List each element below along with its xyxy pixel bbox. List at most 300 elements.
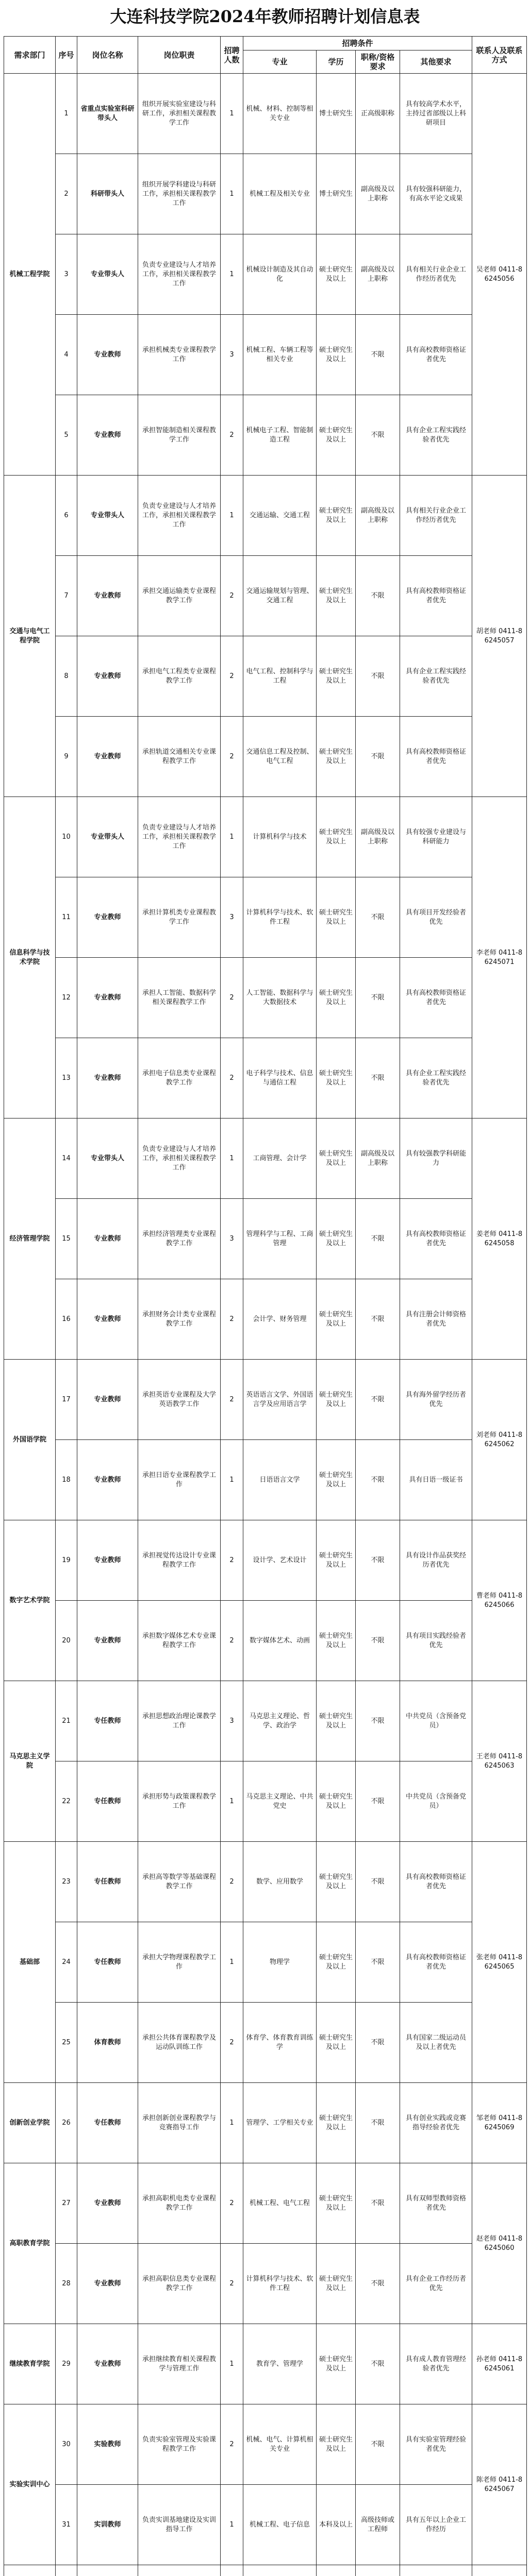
row-no: 2	[56, 154, 77, 234]
major-req: 计算机科学与技术、软件工程	[243, 2244, 317, 2324]
table-body	[4, 74, 527, 2576]
unit-cell: 外国语学院	[4, 1360, 56, 1520]
row-no: 12	[56, 958, 77, 1038]
contact-cell: 胡老师 0411-86245057	[472, 476, 527, 797]
row-no: 17	[56, 1360, 77, 1440]
post-name: 专业教师	[77, 1038, 138, 1118]
row-no: 19	[56, 1520, 77, 1601]
row-no: 16	[56, 1279, 77, 1360]
title-req: 不限	[356, 395, 400, 476]
row-no: 29	[56, 2324, 77, 2404]
post-count: 2	[221, 1279, 243, 1360]
degree-req: 硕士研究生及以上	[317, 2083, 356, 2163]
other-req: 具有双师型教师资格者优先	[400, 2163, 472, 2244]
post-count: 2	[221, 2163, 243, 2244]
table-row	[4, 1601, 527, 1681]
degree-req: 硕士研究生及以上	[317, 1440, 356, 1520]
post-duty: 负责专业建设与人才培养工作，承担相关课程教学工作	[138, 234, 221, 315]
post-name	[77, 2565, 138, 2576]
post-name: 实验教师	[77, 2404, 138, 2485]
title-req: 不限	[356, 1440, 400, 1520]
post-count: 2	[221, 1038, 243, 1118]
table-row	[4, 2485, 527, 2565]
degree-req: 博士研究生	[317, 154, 356, 234]
major-req: 教育学、管理学	[243, 2324, 317, 2404]
title-req: 不限	[356, 1601, 400, 1681]
major-req: 机械工程、电子信息	[243, 2485, 317, 2565]
post-name: 科研带头人	[77, 154, 138, 234]
contact-cell: 赵老师 0411-86245060	[472, 2163, 527, 2324]
post-name: 专业教师	[77, 1199, 138, 1279]
post-name: 专业教师	[77, 2163, 138, 2244]
other-req: 具有高校教师资格证者优先	[400, 1199, 472, 1279]
title-req: 不限	[356, 2003, 400, 2083]
post-count: 2	[221, 2404, 243, 2485]
post-count: 1	[221, 1922, 243, 2003]
row-no: 26	[56, 2083, 77, 2163]
table-row	[4, 2565, 527, 2576]
post-count: 1	[221, 797, 243, 877]
post-name: 体育教师	[77, 2003, 138, 2083]
post-duty: 承担形势与政策课程教学工作	[138, 1761, 221, 1842]
post-name: 专业教师	[77, 315, 138, 395]
major-req: 日语语言文学	[243, 1440, 317, 1520]
degree-req: 硕士研究生及以上	[317, 1118, 356, 1199]
contact-cell: 孙老师 0411-86245061	[472, 2324, 527, 2404]
table-row	[4, 395, 527, 476]
post-name: 专业教师	[77, 1440, 138, 1520]
post-duty: 负责专业建设与人才培养工作，承担相关课程教学工作	[138, 1118, 221, 1199]
unit-cell: 马克思主义学院	[4, 1681, 56, 1842]
major-req: 管理学、工学相关专业	[243, 2083, 317, 2163]
other-req: 具有企业工程实践经验者优先	[400, 395, 472, 476]
other-req: 具有高校教师资格证者优先	[400, 1922, 472, 2003]
row-no: 24	[56, 1922, 77, 2003]
table-row	[4, 636, 527, 717]
title-req: 高级技师或工程师	[356, 2485, 400, 2565]
post-name: 专任教师	[77, 1842, 138, 1922]
title-req: 不限	[356, 556, 400, 636]
post-name: 专业教师	[77, 717, 138, 797]
title-req: 不限	[356, 1520, 400, 1601]
post-name: 专业带头人	[77, 234, 138, 315]
post-name: 实训教师	[77, 2485, 138, 2565]
title-req: 不限	[356, 1279, 400, 1360]
post-duty: 承担思想政治理论课教学工作	[138, 1681, 221, 1761]
table-row	[4, 1922, 527, 2003]
contact-cell: 姜老师 0411-86245058	[472, 1118, 527, 1360]
other-req: 具有相关行业企业工作经历者优先	[400, 476, 472, 556]
post-duty: 承担电气工程类专业课程教学工作	[138, 636, 221, 717]
post-duty: 承担轨道交通相关专业课程教学工作	[138, 717, 221, 797]
post-duty: 承担创新创业课程教学与竞赛指导工作	[138, 2083, 221, 2163]
table-row	[4, 556, 527, 636]
major-req: 机械工程及相关专业	[243, 154, 317, 234]
post-duty: 承担电子信息类专业课程教学工作	[138, 1038, 221, 1118]
title-req: 不限	[356, 2244, 400, 2324]
post-duty: 承担大学物理课程教学工作	[138, 1922, 221, 2003]
contact-cell: 陈老师 0411-86245067	[472, 2404, 527, 2565]
post-name: 专业教师	[77, 1520, 138, 1601]
degree-req: 硕士研究生及以上	[317, 556, 356, 636]
post-count: 1	[221, 2485, 243, 2565]
row-no: 18	[56, 1440, 77, 1520]
post-count: 2	[221, 717, 243, 797]
row-no: 14	[56, 1118, 77, 1199]
other-req: 具有高校教师资格证者优先	[400, 958, 472, 1038]
degree-req: 硕士研究生及以上	[317, 1520, 356, 1601]
post-name: 专业教师	[77, 1360, 138, 1440]
title-req: 不限	[356, 958, 400, 1038]
major-req: 机械、材料、控制等相关专业	[243, 74, 317, 154]
table-header-row	[4, 37, 527, 50]
other-req: 具有五年以上企业工作经历	[400, 2485, 472, 2565]
contact-cell: 吴老师 0411-86245056	[472, 74, 527, 476]
major-req: 机械工程、电气工程	[243, 2163, 317, 2244]
major-req: 会计学、财务管理	[243, 1279, 317, 1360]
major-req: 计算机科学与技术、软件工程	[243, 877, 317, 958]
table-row	[4, 1842, 527, 1922]
other-req: 具有创业实践或竞赛指导经验者优先	[400, 2083, 472, 2163]
post-duty: 承担英语专业课程及大学英语教学工作	[138, 1360, 221, 1440]
post-duty: 承担视觉传达设计专业课程教学工作	[138, 1520, 221, 1601]
header-no: 序号	[56, 37, 77, 74]
table-row	[4, 2003, 527, 2083]
post-count: 1	[221, 1118, 243, 1199]
unit-cell: 实验实训中心	[4, 2404, 56, 2565]
row-no: 20	[56, 1601, 77, 1681]
post-count: 3	[221, 877, 243, 958]
major-req: 物理学	[243, 1922, 317, 2003]
row-no: 6	[56, 476, 77, 556]
unit-cell: 高职教育学院	[4, 2163, 56, 2324]
table-row	[4, 1360, 527, 1440]
table-row	[4, 154, 527, 234]
unit-cell: 机械工程学院	[4, 74, 56, 476]
row-no: 21	[56, 1681, 77, 1761]
post-duty: 负责实训基地建设及实训指导工作	[138, 2485, 221, 2565]
other-req: 中共党员（含预备党员）	[400, 1761, 472, 1842]
major-req: 英语语言文学、外国语言学及应用语言学	[243, 1360, 317, 1440]
post-name: 专业教师	[77, 395, 138, 476]
degree-req: 硕士研究生及以上	[317, 2003, 356, 2083]
major-req: 交通运输规划与管理、交通工程	[243, 556, 317, 636]
post-name: 专业带头人	[77, 1118, 138, 1199]
row-no: 22	[56, 1761, 77, 1842]
degree-req: 硕士研究生及以上	[317, 2244, 356, 2324]
table-row	[4, 717, 527, 797]
major-req: 交通信息工程及控制、电气工程	[243, 717, 317, 797]
post-duty: 承担继续教育相关课程教学与管理工作	[138, 2324, 221, 2404]
post-duty: 承担日语专业课程教学工作	[138, 1440, 221, 1520]
row-no: 23	[56, 1842, 77, 1922]
post-name: 专业教师	[77, 1279, 138, 1360]
degree-req: 硕士研究生及以上	[317, 1601, 356, 1681]
post-name: 专业带头人	[77, 476, 138, 556]
post-duty: 负责专业建设与人才培养工作，承担相关课程教学工作	[138, 476, 221, 556]
post-count: 2	[221, 1601, 243, 1681]
unit-cell	[4, 2565, 56, 2576]
post-count: 1	[221, 234, 243, 315]
post-count: 2	[221, 395, 243, 476]
other-req: 具有高校教师资格证者优先	[400, 1842, 472, 1922]
post-name: 专任教师	[77, 1681, 138, 1761]
table-row	[4, 1440, 527, 1520]
degree-req: 硕士研究生及以上	[317, 1681, 356, 1761]
header-duty: 岗位职责	[138, 37, 221, 74]
major-req: 工商管理、会计学	[243, 1118, 317, 1199]
other-req: 具有企业工程实践经验者优先	[400, 1038, 472, 1118]
other-req: 具有项目开发经验者优先	[400, 877, 472, 958]
post-name: 专业教师	[77, 1601, 138, 1681]
other-req	[400, 2565, 472, 2576]
post-duty: 承担经济管理类专业课程教学工作	[138, 1199, 221, 1279]
other-req: 具有相关行业企业工作经历者优先	[400, 234, 472, 315]
degree-req: 硕士研究生及以上	[317, 958, 356, 1038]
post-duty: 组织开展实验室建设与科研工作，承担相关课程教学工作	[138, 74, 221, 154]
degree-req: 硕士研究生及以上	[317, 315, 356, 395]
post-name: 专业教师	[77, 556, 138, 636]
post-duty: 承担公共体育课程教学及运动队训练工作	[138, 2003, 221, 2083]
post-duty: 承担智能制造相关课程教学工作	[138, 395, 221, 476]
post-duty: 组织开展学科建设与科研工作，承担相关课程教学工作	[138, 154, 221, 234]
table-row	[4, 2083, 527, 2163]
post-duty: 承担交通运输类专业课程教学工作	[138, 556, 221, 636]
post-count: 2	[221, 2244, 243, 2324]
table-row	[4, 476, 527, 556]
title-req: 不限	[356, 1360, 400, 1440]
table-row	[4, 1761, 527, 1842]
post-duty: 承担财务会计类专业课程教学工作	[138, 1279, 221, 1360]
other-req: 具有国家二级运动员及以上者优先	[400, 2003, 472, 2083]
other-req: 中共党员（含预备党员）	[400, 1681, 472, 1761]
other-req: 具有实验室管理经验者优先	[400, 2404, 472, 2485]
row-no: 7	[56, 556, 77, 636]
table-row	[4, 2163, 527, 2244]
header-contact: 联系人及联系方式	[472, 37, 527, 74]
contact-cell: 刘老师 0411-86245062	[472, 1360, 527, 1520]
degree-req: 硕士研究生及以上	[317, 877, 356, 958]
header-unit: 需求部门	[4, 37, 56, 74]
degree-req: 硕士研究生及以上	[317, 1038, 356, 1118]
contact-cell: 曹老师 0411-86245066	[472, 1520, 527, 1681]
degree-req: 硕士研究生及以上	[317, 476, 356, 556]
post-count: 1	[221, 74, 243, 154]
unit-cell: 信息科学与技术学院	[4, 797, 56, 1118]
degree-req	[317, 2565, 356, 2576]
post-duty: 承担高职信息类专业课程教学工作	[138, 2244, 221, 2324]
degree-req: 硕士研究生及以上	[317, 2404, 356, 2485]
title-req: 副高级及以上职称	[356, 234, 400, 315]
unit-cell: 交通与电气工程学院	[4, 476, 56, 797]
other-req: 具有海外留学经历者优先	[400, 1360, 472, 1440]
table-row	[4, 797, 527, 877]
other-req: 具有日语一级证书	[400, 1440, 472, 1520]
post-count: 2	[221, 2003, 243, 2083]
other-req: 具有高校教师资格证者优先	[400, 556, 472, 636]
table-row	[4, 877, 527, 958]
post-duty: 承担机械类专业课程教学工作	[138, 315, 221, 395]
post-name: 专任教师	[77, 1922, 138, 2003]
row-no: 8	[56, 636, 77, 717]
header-post: 岗位名称	[77, 37, 138, 74]
post-count	[221, 2565, 243, 2576]
table-row	[4, 74, 527, 154]
post-count: 1	[221, 1761, 243, 1842]
post-count: 1	[221, 154, 243, 234]
post-count: 3	[221, 315, 243, 395]
post-count: 3	[221, 1681, 243, 1761]
title-req: 正高级职称	[356, 74, 400, 154]
title-req: 不限	[356, 1199, 400, 1279]
post-duty: 负责专业建设与人才培养工作，承担相关课程教学工作	[138, 797, 221, 877]
major-req: 机械工程、车辆工程等相关专业	[243, 315, 317, 395]
title-req: 不限	[356, 1761, 400, 1842]
post-count: 2	[221, 636, 243, 717]
title-req: 不限	[356, 1842, 400, 1922]
post-duty: 承担计算机类专业课程教学工作	[138, 877, 221, 958]
other-req: 具有较强专业建设与科研能力	[400, 797, 472, 877]
other-req: 具有注册会计师资格者优先	[400, 1279, 472, 1360]
major-req: 体育学、体育教育训练学	[243, 2003, 317, 2083]
unit-cell: 数字艺术学院	[4, 1520, 56, 1681]
post-duty: 承担高等数学等基础课程教学工作	[138, 1842, 221, 1922]
unit-cell: 经济管理学院	[4, 1118, 56, 1360]
other-req: 具有高校教师资格证者优先	[400, 717, 472, 797]
table-row	[4, 958, 527, 1038]
post-count: 2	[221, 1520, 243, 1601]
degree-req: 硕士研究生及以上	[317, 2163, 356, 2244]
row-no: 11	[56, 877, 77, 958]
page-title: 大连科技学院2024年教师招聘计划信息表	[110, 7, 420, 26]
post-count: 1	[221, 2324, 243, 2404]
header-other: 其他要求	[400, 50, 472, 74]
post-duty: 承担高职机电类专业课程教学工作	[138, 2163, 221, 2244]
title-req: 不限	[356, 2163, 400, 2244]
table-row	[4, 2324, 527, 2404]
other-req: 具有成人教育管理经验者优先	[400, 2324, 472, 2404]
row-no	[56, 2565, 77, 2576]
table-row	[4, 1199, 527, 1279]
row-no: 30	[56, 2404, 77, 2485]
post-count: 2	[221, 958, 243, 1038]
post-name: 专业教师	[77, 2324, 138, 2404]
post-name: 专业教师	[77, 877, 138, 958]
degree-req: 硕士研究生及以上	[317, 1922, 356, 2003]
other-req: 具有设计作品获奖经历者优先	[400, 1520, 472, 1601]
other-req: 具有企业工作经历者优先	[400, 2244, 472, 2324]
table-row	[4, 1520, 527, 1601]
contact-cell: 张老师 0411-86245065	[472, 1842, 527, 2083]
post-duty: 承担数字媒体艺术专业课程教学工作	[138, 1601, 221, 1681]
title-req: 不限	[356, 877, 400, 958]
other-req: 具有较强科研能力，有高水平论文成果	[400, 154, 472, 234]
row-no: 5	[56, 395, 77, 476]
row-no: 25	[56, 2003, 77, 2083]
title-req: 副高级及以上职称	[356, 797, 400, 877]
unit-cell: 创新创业学院	[4, 2083, 56, 2163]
major-req: 马克思主义理论、中共党史	[243, 1761, 317, 1842]
table-row	[4, 1279, 527, 1360]
post-count: 2	[221, 556, 243, 636]
header-requirements: 招聘条件	[243, 37, 472, 50]
table-row	[4, 2244, 527, 2324]
row-no: 9	[56, 717, 77, 797]
unit-cell: 基础部	[4, 1842, 56, 2083]
header-major: 专业	[243, 50, 317, 74]
header-degree: 学历	[317, 50, 356, 74]
row-no: 31	[56, 2485, 77, 2565]
row-no: 13	[56, 1038, 77, 1118]
other-req: 具有较强教学科研能力	[400, 1118, 472, 1199]
row-no: 28	[56, 2244, 77, 2324]
post-count: 1	[221, 1440, 243, 1520]
major-req: 电子科学与技术、信息与通信工程	[243, 1038, 317, 1118]
table-row	[4, 315, 527, 395]
major-req: 电气工程、控制科学与工程	[243, 636, 317, 717]
title-req: 不限	[356, 1922, 400, 2003]
title-req: 副高级及以上职称	[356, 154, 400, 234]
row-no: 10	[56, 797, 77, 877]
major-req: 马克思主义理论、哲学、政治学	[243, 1681, 317, 1761]
major-req: 管理科学与工程、工商管理	[243, 1199, 317, 1279]
major-req: 数学、应用数学	[243, 1842, 317, 1922]
recruitment-table	[4, 36, 527, 2576]
row-no: 15	[56, 1199, 77, 1279]
title-req: 不限	[356, 636, 400, 717]
title-req: 不限	[356, 717, 400, 797]
degree-req: 硕士研究生及以上	[317, 1279, 356, 1360]
major-req: 机械电子工程、智能制造工程	[243, 395, 317, 476]
post-name: 专任教师	[77, 2083, 138, 2163]
degree-req: 硕士研究生及以上	[317, 234, 356, 315]
other-req: 具有较高学术水平，主持过省部级以上科研项目	[400, 74, 472, 154]
degree-req: 本科及以上	[317, 2485, 356, 2565]
row-no: 3	[56, 234, 77, 315]
degree-req: 硕士研究生及以上	[317, 797, 356, 877]
contact-cell: 李老师 0411-86245071	[472, 797, 527, 1118]
degree-req: 硕士研究生及以上	[317, 2324, 356, 2404]
post-duty: 承担人工智能、数据科学相关课程教学工作	[138, 958, 221, 1038]
major-req: 人工智能、数据科学与大数据技术	[243, 958, 317, 1038]
post-count: 1	[221, 476, 243, 556]
title-req: 副高级及以上职称	[356, 476, 400, 556]
major-req	[243, 2565, 317, 2576]
table-row	[4, 2404, 527, 2485]
major-req: 交通运输、交通工程	[243, 476, 317, 556]
row-no: 1	[56, 74, 77, 154]
post-duty: 负责实验室管理及实验课程教学工作	[138, 2404, 221, 2485]
table-row	[4, 1118, 527, 1199]
title-req: 副高级及以上职称	[356, 1118, 400, 1199]
post-name: 专业教师	[77, 958, 138, 1038]
contact-cell: 王老师 0411-86245063	[472, 1681, 527, 1842]
row-no: 4	[56, 315, 77, 395]
contact-cell	[472, 2565, 527, 2576]
post-count: 3	[221, 1199, 243, 1279]
other-req: 具有项目实践经验者优先	[400, 1601, 472, 1681]
major-req: 机械设计制造及其自动化	[243, 234, 317, 315]
table-row	[4, 1681, 527, 1761]
row-no: 27	[56, 2163, 77, 2244]
table-row	[4, 234, 527, 315]
major-req: 计算机科学与技术	[243, 797, 317, 877]
post-name: 专业教师	[77, 2244, 138, 2324]
title-req: 不限	[356, 2404, 400, 2485]
post-name: 专任教师	[77, 1761, 138, 1842]
degree-req: 博士研究生	[317, 74, 356, 154]
title-req: 不限	[356, 1681, 400, 1761]
